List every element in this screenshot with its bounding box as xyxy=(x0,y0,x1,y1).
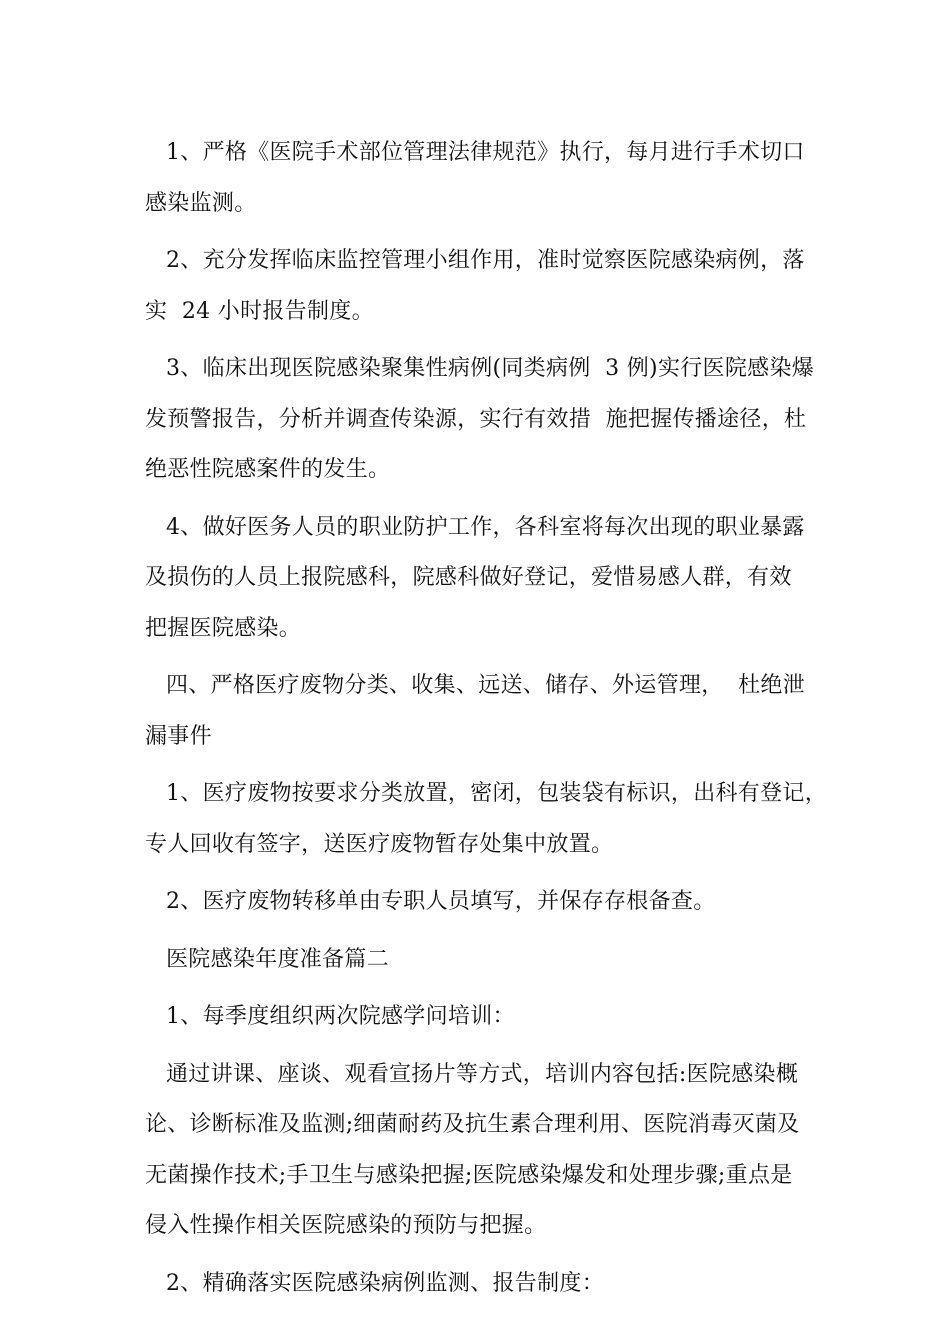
text-line: 3、临床出现医院感染聚集性病例(同类病例 3 例)实行医院感染爆 xyxy=(166,356,815,381)
text-line: 1、严格《医院手术部位管理法律规范》执行，每月进行手术切口 xyxy=(166,140,805,165)
paragraph xyxy=(145,769,825,870)
text-line: 把握医院感染。 xyxy=(145,615,302,641)
paragraph xyxy=(145,503,825,655)
text-line: 2、医疗废物转移单由专职人员填写，并保存存根备查。 xyxy=(166,889,716,914)
text-line: 感染监测。 xyxy=(145,190,257,216)
paragraph xyxy=(145,128,825,229)
text-line: 1、医疗废物按要求分类放置，密闭，包装袋有标识，出科有登记， xyxy=(166,781,827,806)
text-line: 4、做好医务人员的职业防护工作，各科室将每次出现的职业暴露 xyxy=(166,514,805,540)
text-line: 专人回收有签字，送医疗废物暂存处集中放置。 xyxy=(145,831,614,857)
text-line: 及损伤的人员上报院感科，院感科做好登记，爱惜易感人群，有效 xyxy=(145,565,792,590)
paragraph xyxy=(145,661,825,762)
paragraph xyxy=(145,344,825,496)
text-line: 论、诊断标准及监测;细菌耐药及抗生素合理利用、医院消毒灭菌及 xyxy=(145,1112,800,1137)
text-line: 发预警报告，分析并调查传染源，实行有效措 施把握传播途径，杜 xyxy=(145,406,807,432)
document-body xyxy=(145,128,825,1316)
text-line: 漏事件 xyxy=(145,723,212,749)
text-line: 无菌操作技术;手卫生与感染把握;医院感染爆发和处理步骤;重点是 xyxy=(145,1162,793,1188)
text-line: 四、严格医疗废物分类、收集、远送、储存、外运管理， 杜绝泄 xyxy=(166,673,805,698)
text-line: 侵入性操作相关医院感染的预防与把握。 xyxy=(145,1213,547,1238)
text-line: 绝恶性院感案件的发生。 xyxy=(145,457,391,482)
paragraph xyxy=(145,1050,825,1252)
text-line: 通过讲课、座谈、观看宣扬片等方式，培训内容包括:医院感染概 xyxy=(166,1061,799,1087)
text-line: 医院感染年度准备篇二 xyxy=(166,946,390,972)
paragraph xyxy=(145,236,825,337)
text-line: 2、精确落实医院感染病例监测、报告制度： xyxy=(166,1270,604,1296)
paragraph xyxy=(145,992,825,1043)
paragraph xyxy=(145,935,825,986)
paragraph xyxy=(145,1259,825,1310)
text-line: 1、每季度组织两次院感学问培训： xyxy=(166,1004,515,1029)
text-line: 2、充分发挥临床监控管理小组作用，准时觉察医院感染病例，落 xyxy=(166,248,805,273)
text-line: 实 24 小时报告制度。 xyxy=(145,298,374,324)
paragraph xyxy=(145,877,825,928)
